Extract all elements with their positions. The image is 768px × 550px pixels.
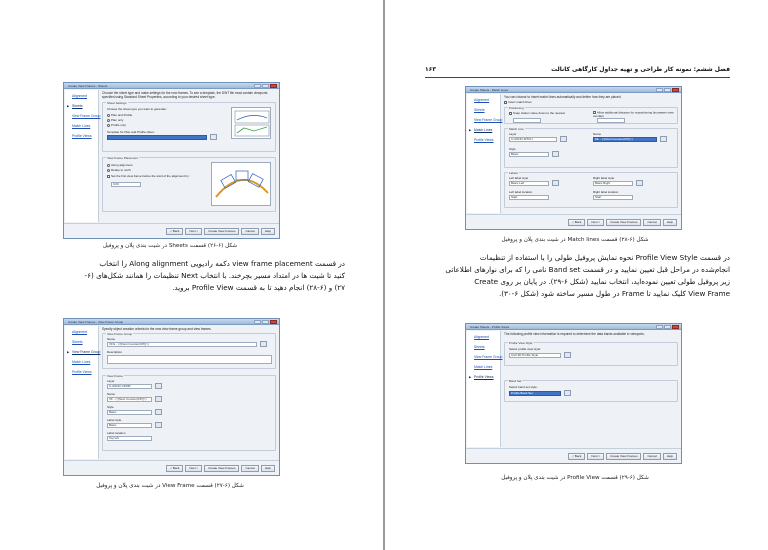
group-title: Positioning (509, 106, 524, 110)
minimize-icon (656, 88, 663, 92)
wizard-nav (65, 326, 99, 459)
checkbox-icon (509, 112, 512, 115)
band-set-field: Profile Band Set (509, 391, 561, 396)
vf-name-label: Name (107, 392, 116, 396)
checkbox-icon (107, 175, 110, 178)
profile-views-dialog-screenshot (465, 323, 682, 464)
maximize-icon (664, 88, 671, 92)
vf-name-field: VF - (<[Next Counter(CP)]>) (107, 397, 152, 402)
minimize-icon (656, 325, 663, 329)
nav-item-sheets: ▶ Sheets (65, 100, 98, 110)
cancel-button: Cancel (241, 228, 258, 235)
sheets-dialog-screenshot (63, 82, 280, 239)
back-button: < Back (568, 453, 585, 460)
nav-item-match-lines: Match Lines (72, 360, 91, 364)
right-label-style-label: Right label style (593, 176, 615, 180)
figure-6-27-caption: شکل (۶-۲۷) قسمت View Frame در شیت بندی پلان و پروفیل (96, 483, 244, 489)
positioning-group (504, 107, 678, 124)
dialog-footer (466, 448, 681, 463)
window-controls (254, 84, 277, 88)
nav-item-view-frame-group: View Frame Group (474, 355, 503, 359)
edit-name-icon (155, 396, 162, 402)
left-label-style-field: Basic Left (509, 181, 549, 186)
window-controls (656, 88, 679, 92)
label-style-icon (155, 422, 162, 428)
paragraph-line: View Frame کلیک نمایید تا Frame در طول مسیر ساخته شود (شکل ۶-۳۰). (498, 289, 730, 298)
layer-field: C-ANNO-MTCH (509, 137, 557, 142)
wizard-nav (467, 331, 501, 447)
select-band-label: Select band set style: (509, 385, 538, 389)
page-number: ۱۶۳ (425, 66, 436, 73)
labels-group (504, 172, 678, 208)
figure-6-26-caption: شکل (۶-۲۶) قسمت Sheets در شیت بندی پلان و پروفیل (102, 243, 238, 249)
view-frame-group-group (102, 333, 276, 369)
label-style-label: Label style (107, 418, 122, 422)
right-paragraph (425, 252, 730, 300)
dialog-title: Create View Frames - View Frame Group (68, 320, 124, 324)
sheet-type-prompt: Choose the sheet type you want to generate: (107, 107, 167, 111)
dialog-content (504, 95, 678, 213)
style-label: Style (107, 405, 114, 409)
label-location-label: Label location (107, 431, 126, 435)
radio-label: Along alignment (111, 163, 133, 167)
radio-label: Plan only (111, 118, 124, 122)
nav-item-profile-views: Profile Views (72, 134, 92, 138)
right-label-style-field: Basic Right (593, 181, 633, 186)
chapter-title: فصل ششم: نمونه کار طراحی و تهیه جداول کارگاهی کانالت (551, 66, 730, 73)
dialog-title: Create View Frames - Sheets (68, 84, 108, 88)
dialog-footer (466, 214, 681, 229)
maximize-icon (262, 320, 269, 324)
left-label-style-label: Left label style (509, 176, 529, 180)
layer-icon (155, 383, 162, 389)
cancel-button: Cancel (241, 465, 258, 472)
window-controls (254, 320, 277, 324)
wizard-nav (467, 94, 501, 213)
view-frame-group-settings (102, 375, 276, 451)
radio-rotate-north (107, 168, 131, 172)
dialog-intro: Specify object creation criteria for the new view frame group and view frames. (102, 327, 212, 331)
minimize-icon (254, 320, 261, 324)
nav-item-profile-views: Profile Views (72, 370, 92, 374)
next-button: Next > (185, 465, 202, 472)
layer-field: C-ANNO-VFRM (107, 384, 152, 389)
snap-field (513, 118, 541, 123)
radio-along-alignment (107, 163, 133, 167)
name-label: Name (107, 337, 116, 341)
distance-field (597, 118, 625, 123)
placement-preview-image (211, 162, 271, 206)
paragraph-line: انجام‌شده در مراحل قبل تعیین نمایید و در قسمت Band set نامی را که برای نوارهای اطلاعاتی (445, 265, 730, 274)
radio-plan-profile (107, 113, 132, 117)
close-icon (672, 88, 679, 92)
nav-item-view-frame-group: View Frame Group (72, 114, 101, 118)
style-icon (155, 409, 162, 415)
nav-item-alignment: Alignment (474, 335, 490, 339)
radio-profile-only (107, 123, 126, 127)
group-title: View Frame Placement (107, 156, 138, 160)
wizard-nav (65, 90, 99, 222)
view-frame-placement-group (102, 157, 276, 212)
layer-icon (560, 136, 567, 142)
dialog-intro: You can choose to insert match lines automatically and define how they are placed. (504, 95, 622, 99)
dialog-buttons (568, 219, 677, 226)
edit-name-icon (660, 136, 667, 142)
band-set-group (504, 380, 678, 402)
window-controls (656, 325, 679, 329)
dialog-content (102, 91, 276, 222)
dialog-titlebar (64, 319, 279, 325)
cancel-button: Cancel (643, 453, 660, 460)
checkbox-label: Allow additional distance for repositioning (increases view overlap) (593, 110, 674, 118)
help-button: Help (663, 453, 677, 460)
paragraph-line: در قسمت view frame placement دکمه رادیویی Along alignment را انتخاب (99, 259, 345, 268)
running-header (425, 66, 730, 78)
group-title: Profile View Style (509, 341, 533, 345)
nav-item-profile-views: Profile Views (474, 138, 494, 142)
close-icon (270, 84, 277, 88)
insert-match-lines-check (504, 100, 532, 104)
create-view-frames-button: Create View Frames (606, 453, 641, 460)
right-label-location-field: Start (593, 195, 633, 200)
dialog-footer (64, 223, 279, 238)
dialog-intro: Choose the sheet type and make settings for the new frames. To see a template, the DWT file must contain viewports specified using Standard Sheet Properties, according to your desired sheet type. (102, 91, 268, 99)
nav-item-match-lines: Match Lines (474, 365, 493, 369)
ml-name-field: ML - (<[Next Counter(CP)]>) (593, 137, 657, 142)
radio-icon (107, 114, 110, 117)
minimize-icon (254, 84, 261, 88)
group-title: Labels (509, 171, 518, 175)
radio-icon (107, 119, 110, 122)
layer-label: Layer (509, 132, 517, 136)
template-label: Template for Plan and Profile sheet: (107, 130, 155, 134)
radio-label: Profile only (111, 123, 126, 127)
nav-item-alignment: Alignment (72, 94, 88, 98)
nav-item-alignment: Alignment (474, 98, 490, 102)
nav-item-view-frame-group: ▶ View Frame Group (65, 346, 98, 356)
template-path-field (107, 135, 207, 140)
next-button: Next > (185, 228, 202, 235)
create-view-frames-button: Create View Frames (204, 465, 239, 472)
help-button: Help (261, 465, 275, 472)
dialog-titlebar (466, 87, 681, 93)
checkbox-icon (504, 101, 507, 104)
paragraph-line: در قسمت Profile View Style نحوه نمایش پروفیل طولی را با استفاده از تنظیمات (479, 253, 730, 262)
right-page (385, 0, 768, 550)
group-title: Match Line (509, 127, 524, 131)
checkbox-label: Snap station value down to the nearest (513, 111, 565, 115)
band-set-icon (564, 390, 571, 396)
back-button: < Back (166, 228, 183, 235)
nav-item-alignment: Alignment (72, 330, 88, 334)
close-icon (270, 320, 277, 324)
left-style-icon (552, 180, 559, 186)
next-button: Next > (587, 453, 604, 460)
paragraph-line: کنید تا شیت ها در امتداد مسیر بچرخند. با انتخاب Next تنظیمات را همانند شکل‌های (۶- (84, 271, 345, 280)
nav-item-view-frame-group: View Frame Group (474, 118, 503, 122)
paragraph-line: ۲۷) و (۶-۲۸) انجام دهید تا به قسمت Profile View بروید. (172, 283, 345, 292)
help-button: Help (261, 228, 275, 235)
sheet-settings-group (102, 102, 276, 152)
radio-icon (107, 164, 110, 167)
label-location-field: Top left (107, 436, 152, 441)
paragraph-line: زیر پروفیل طولی تعیین نموده‌اید، انتخاب نمایید (شکل ۶-۲۹). در پایان بر روی Create (474, 277, 730, 286)
maximize-icon (262, 84, 269, 88)
radio-label: Plan and Profile (111, 113, 133, 117)
view-frame-group-dialog-screenshot (63, 318, 280, 476)
select-style-label: Select profile view style: (509, 347, 542, 351)
offset-field: 0.00 (111, 182, 141, 187)
dialog-content (102, 327, 276, 459)
cancel-button: Cancel (643, 219, 660, 226)
nav-item-sheets: Sheets (474, 345, 485, 349)
left-label-location-label: Left label location (509, 190, 533, 194)
checkbox-label: Insert match lines (508, 100, 532, 104)
dialog-buttons (166, 465, 275, 472)
snap-station-check (509, 111, 565, 115)
description-label: Description (107, 350, 123, 354)
dialog-titlebar (466, 324, 681, 330)
name-label: Name (593, 132, 602, 136)
help-button: Help (663, 219, 677, 226)
sheet-preview-image (231, 107, 271, 139)
profile-style-field: Civil 3D Profile Style (509, 353, 561, 358)
vfg-name-field: VFG - (<[Next Counter(CP)]>) (107, 342, 257, 347)
style-label: Style (509, 147, 516, 151)
group-title: Sheet Settings (107, 101, 127, 105)
match-line-group (504, 128, 678, 168)
group-title: View Frame Group (107, 332, 133, 336)
create-view-frames-button: Create View Frames (606, 219, 641, 226)
next-button: Next > (587, 219, 604, 226)
dialog-titlebar (64, 83, 279, 89)
checkbox-label: Set the first view frame before the start of the alignment by: (111, 174, 190, 178)
style-field: Basic (509, 152, 549, 157)
nav-item-profile-views: ▶ Profile Views (467, 371, 500, 381)
match-lines-dialog-screenshot (465, 86, 682, 230)
radio-icon (107, 169, 110, 172)
check-first-frame (107, 174, 190, 178)
label-style-field: Basic (107, 423, 152, 428)
nav-item-match-lines: ▶ Match Lines (467, 124, 500, 134)
maximize-icon (664, 325, 671, 329)
left-label-location-field: Start (509, 195, 549, 200)
nav-item-sheets: Sheets (474, 108, 485, 112)
profile-style-icon (564, 352, 571, 358)
create-view-frames-button: Create View Frames (204, 228, 239, 235)
description-field (107, 355, 272, 364)
group-title: View Frame (107, 374, 123, 378)
radio-label: Rotate to north (111, 168, 131, 172)
figure-6-29-caption: شکل (۶-۲۹) قسمت Profile View در شیت بندی پلان و پروفیل (501, 475, 649, 481)
dialog-footer (64, 460, 279, 475)
back-button: < Back (166, 465, 183, 472)
dialog-intro: The following profile view information is required to determine the data bands available in viewports. (504, 332, 645, 336)
dialog-content (504, 332, 678, 447)
left-page (0, 0, 383, 550)
nav-item-sheets: Sheets (72, 340, 83, 344)
radio-icon (107, 124, 110, 127)
right-label-location-label: Right label location (593, 190, 619, 194)
back-button: < Back (568, 219, 585, 226)
group-title: Band Set (509, 379, 522, 383)
edit-name-icon (260, 341, 267, 347)
dialog-title: Create Sheets - Profile Views (470, 325, 510, 329)
style-field: Basic (107, 410, 152, 415)
right-style-icon (636, 180, 643, 186)
dialog-buttons (166, 228, 275, 235)
dialog-title: Create Sheets - Match Lines (470, 88, 509, 92)
close-icon (672, 325, 679, 329)
dialog-buttons (568, 453, 677, 460)
style-icon (552, 151, 559, 157)
layer-label: Layer (107, 379, 115, 383)
figure-6-28-caption: شکل (۶-۲۸) قسمت Match lines در شیت بندی پلان و پروفیل (501, 237, 649, 243)
radio-plan-only (107, 118, 123, 122)
nav-item-match-lines: Match Lines (72, 124, 91, 128)
left-paragraph (40, 258, 345, 294)
browse-icon (210, 134, 217, 140)
profile-view-style-group (504, 342, 678, 366)
